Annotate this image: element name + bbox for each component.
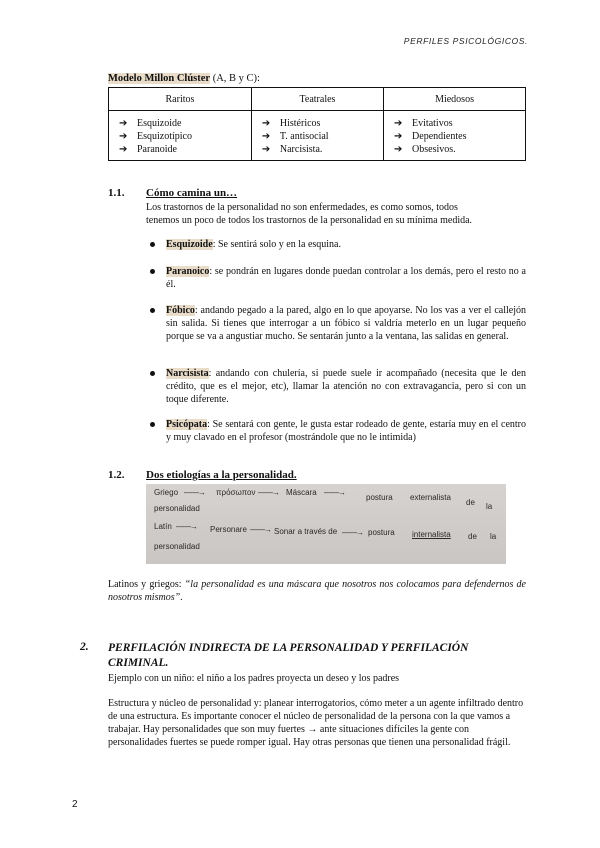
bullet-item [166, 418, 526, 444]
model-title [108, 73, 260, 84]
table-header-cell: Miedosos [384, 88, 526, 111]
scan-text: la [490, 532, 497, 541]
quote-text: “la personalidad es una máscara que nosotros nos colocamos para defendernos de nosotros mismos” [108, 579, 526, 603]
scan-text: Latín [154, 522, 172, 531]
bullet-item [166, 238, 526, 251]
list-item: ➔ T. antisocial [261, 131, 329, 142]
scan-text: Sonar a través de [274, 527, 338, 536]
section-example: Ejemplo con un niño: el niño a los padres proyecta un deseo y los padres [108, 673, 400, 684]
table-cell [109, 111, 252, 161]
scan-text: externalista [410, 493, 451, 502]
bullet-icon [150, 269, 155, 274]
page-number: 2 [72, 799, 78, 810]
scan-text: la [486, 502, 493, 511]
list-item: ➔ Obsesivos. [394, 144, 456, 155]
section-number: 1.2. [108, 469, 125, 481]
etymology-scan-image [146, 484, 506, 564]
model-title-name: Modelo Millon Clúster [108, 73, 211, 84]
list-item: ➔ Histéricos [261, 118, 321, 129]
list-item: ➔ Esquizoide [119, 118, 182, 129]
scan-text: internalista [412, 530, 451, 539]
running-header: PERFILES PSICOLÓGICOS. [403, 36, 528, 46]
bullet-item [166, 304, 526, 343]
scan-text: πρόσωπον [216, 488, 256, 497]
bullet-text: : andando con chulería, si puede suele ir acompañado (necesita que le den crédito, que es el mejor, etc), llamar la atención no con extravagancia, pero si con un toque diferente. [166, 368, 526, 405]
list-item: ➔ Esquizotípico [119, 131, 192, 142]
section-intro: Los trastornos de la personalidad no son enfermedades, es como somos, todos tenemos un poco de todos los trastornos de la personalidad en su mínima medida. [146, 202, 473, 226]
table-header-row [109, 88, 526, 111]
millon-cluster-table [108, 87, 526, 161]
arrow-icon: ——→ [258, 488, 279, 497]
arrow-icon: ——→ [176, 522, 197, 531]
bullet-text: : se pondrán en lugares donde puedan controlar a los demás, pero el resto no a él. [166, 266, 526, 290]
etymology-quote: Latinos y griegos: “la personalidad es una máscara que nosotros nos colocamos para defendernos de nosotros mismos”. [108, 579, 526, 603]
table-header-cell: Teatrales [251, 88, 383, 111]
arrow-icon: ➔ [394, 131, 403, 142]
table-header-cell: Raritos [109, 88, 252, 111]
section-paragraph: Estructura y núcleo de personalidad y: planear interrogatorios, cómo meter a un agente infiltrado dentro de una estructura. Es importante conocer el núcleo de personalidad de la persona con la que vamos a trabajar. Hay personalidades que son muy fuertes → ante situaciones difíciles la gente con personalidades fuertes se puede romper igual. Hay otras personas que tienen una personalidad frágil. [108, 698, 524, 748]
arrow-icon: ➔ [394, 144, 403, 155]
table-cell [384, 111, 526, 161]
arrow-icon: ➔ [261, 131, 271, 142]
scan-text: de [468, 532, 477, 541]
bullet-icon [150, 308, 155, 313]
scan-text: Máscara [286, 488, 317, 497]
bullet-text: : Se sentará con gente, le gusta estar rodeado de gente, estaría muy en el centro y muy clavado en el profesor (mostrándole que no le intimida) [166, 419, 526, 443]
bullet-icon [150, 242, 155, 247]
arrow-icon: ——→ [250, 525, 271, 534]
bullet-term: Esquizoide [166, 239, 213, 250]
section-title: Dos etiologías a la personalidad. [146, 469, 297, 481]
arrow-icon: ➔ [261, 118, 271, 129]
list-item: ➔ Dependientes [394, 131, 467, 142]
table-cell [251, 111, 383, 161]
bullet-term: Psicópata [166, 419, 208, 430]
scan-text: postura [366, 493, 393, 502]
arrow-icon: ➔ [394, 118, 403, 129]
bullet-text: : andando pegado a la pared, algo en lo que apoyarse. No los vas a ver el callejón sin salida. Si tienes que interrogar a un fóbico si valdría meterlo en un lugar pequeño porque se va a angustiar mucho. Se sentarán junto a la ventana, las salidas en general. [166, 305, 526, 342]
scan-text: postura [368, 528, 395, 537]
list-item: ➔ Narcisista. [261, 144, 323, 155]
bullet-item [166, 367, 526, 406]
arrow-icon: ——→ [184, 488, 205, 497]
section-title: Cómo camina un… [146, 187, 238, 199]
arrow-icon: ➔ [119, 131, 128, 142]
arrow-icon: ➔ [119, 118, 128, 129]
scan-text: personalidad [154, 542, 200, 551]
section-number: 2. [80, 641, 89, 653]
bullet-icon [150, 422, 155, 427]
section-title: PERFILACIÓN INDIRECTA DE LA PERSONALIDAD Y PERFILACIÓN CRIMINAL. [108, 642, 469, 669]
arrow-icon: ➔ [261, 144, 271, 155]
bullet-item [166, 265, 526, 291]
model-title-rest: (A, B y C): [210, 73, 260, 84]
scan-text: Griego [154, 488, 179, 497]
table-row [109, 111, 526, 161]
bullet-term: Narcisista [166, 368, 209, 379]
arrow-icon: ——→ [324, 488, 345, 497]
arrow-icon: ➔ [119, 144, 128, 155]
list-item: ➔ Paranoide [119, 144, 177, 155]
bullet-text: : Se sentirá solo y en la esquina. [212, 239, 341, 250]
scan-text: de [466, 498, 475, 507]
bullet-icon [150, 371, 155, 376]
scan-text: personalidad [154, 504, 200, 513]
scan-text: Personare [210, 525, 247, 534]
bullet-term: Fóbico [166, 305, 195, 316]
bullet-term: Paranoico [166, 266, 210, 277]
section-number: 1.1. [108, 187, 125, 199]
arrow-icon: ——→ [342, 528, 363, 537]
list-item: ➔ Evitativos [394, 118, 453, 129]
